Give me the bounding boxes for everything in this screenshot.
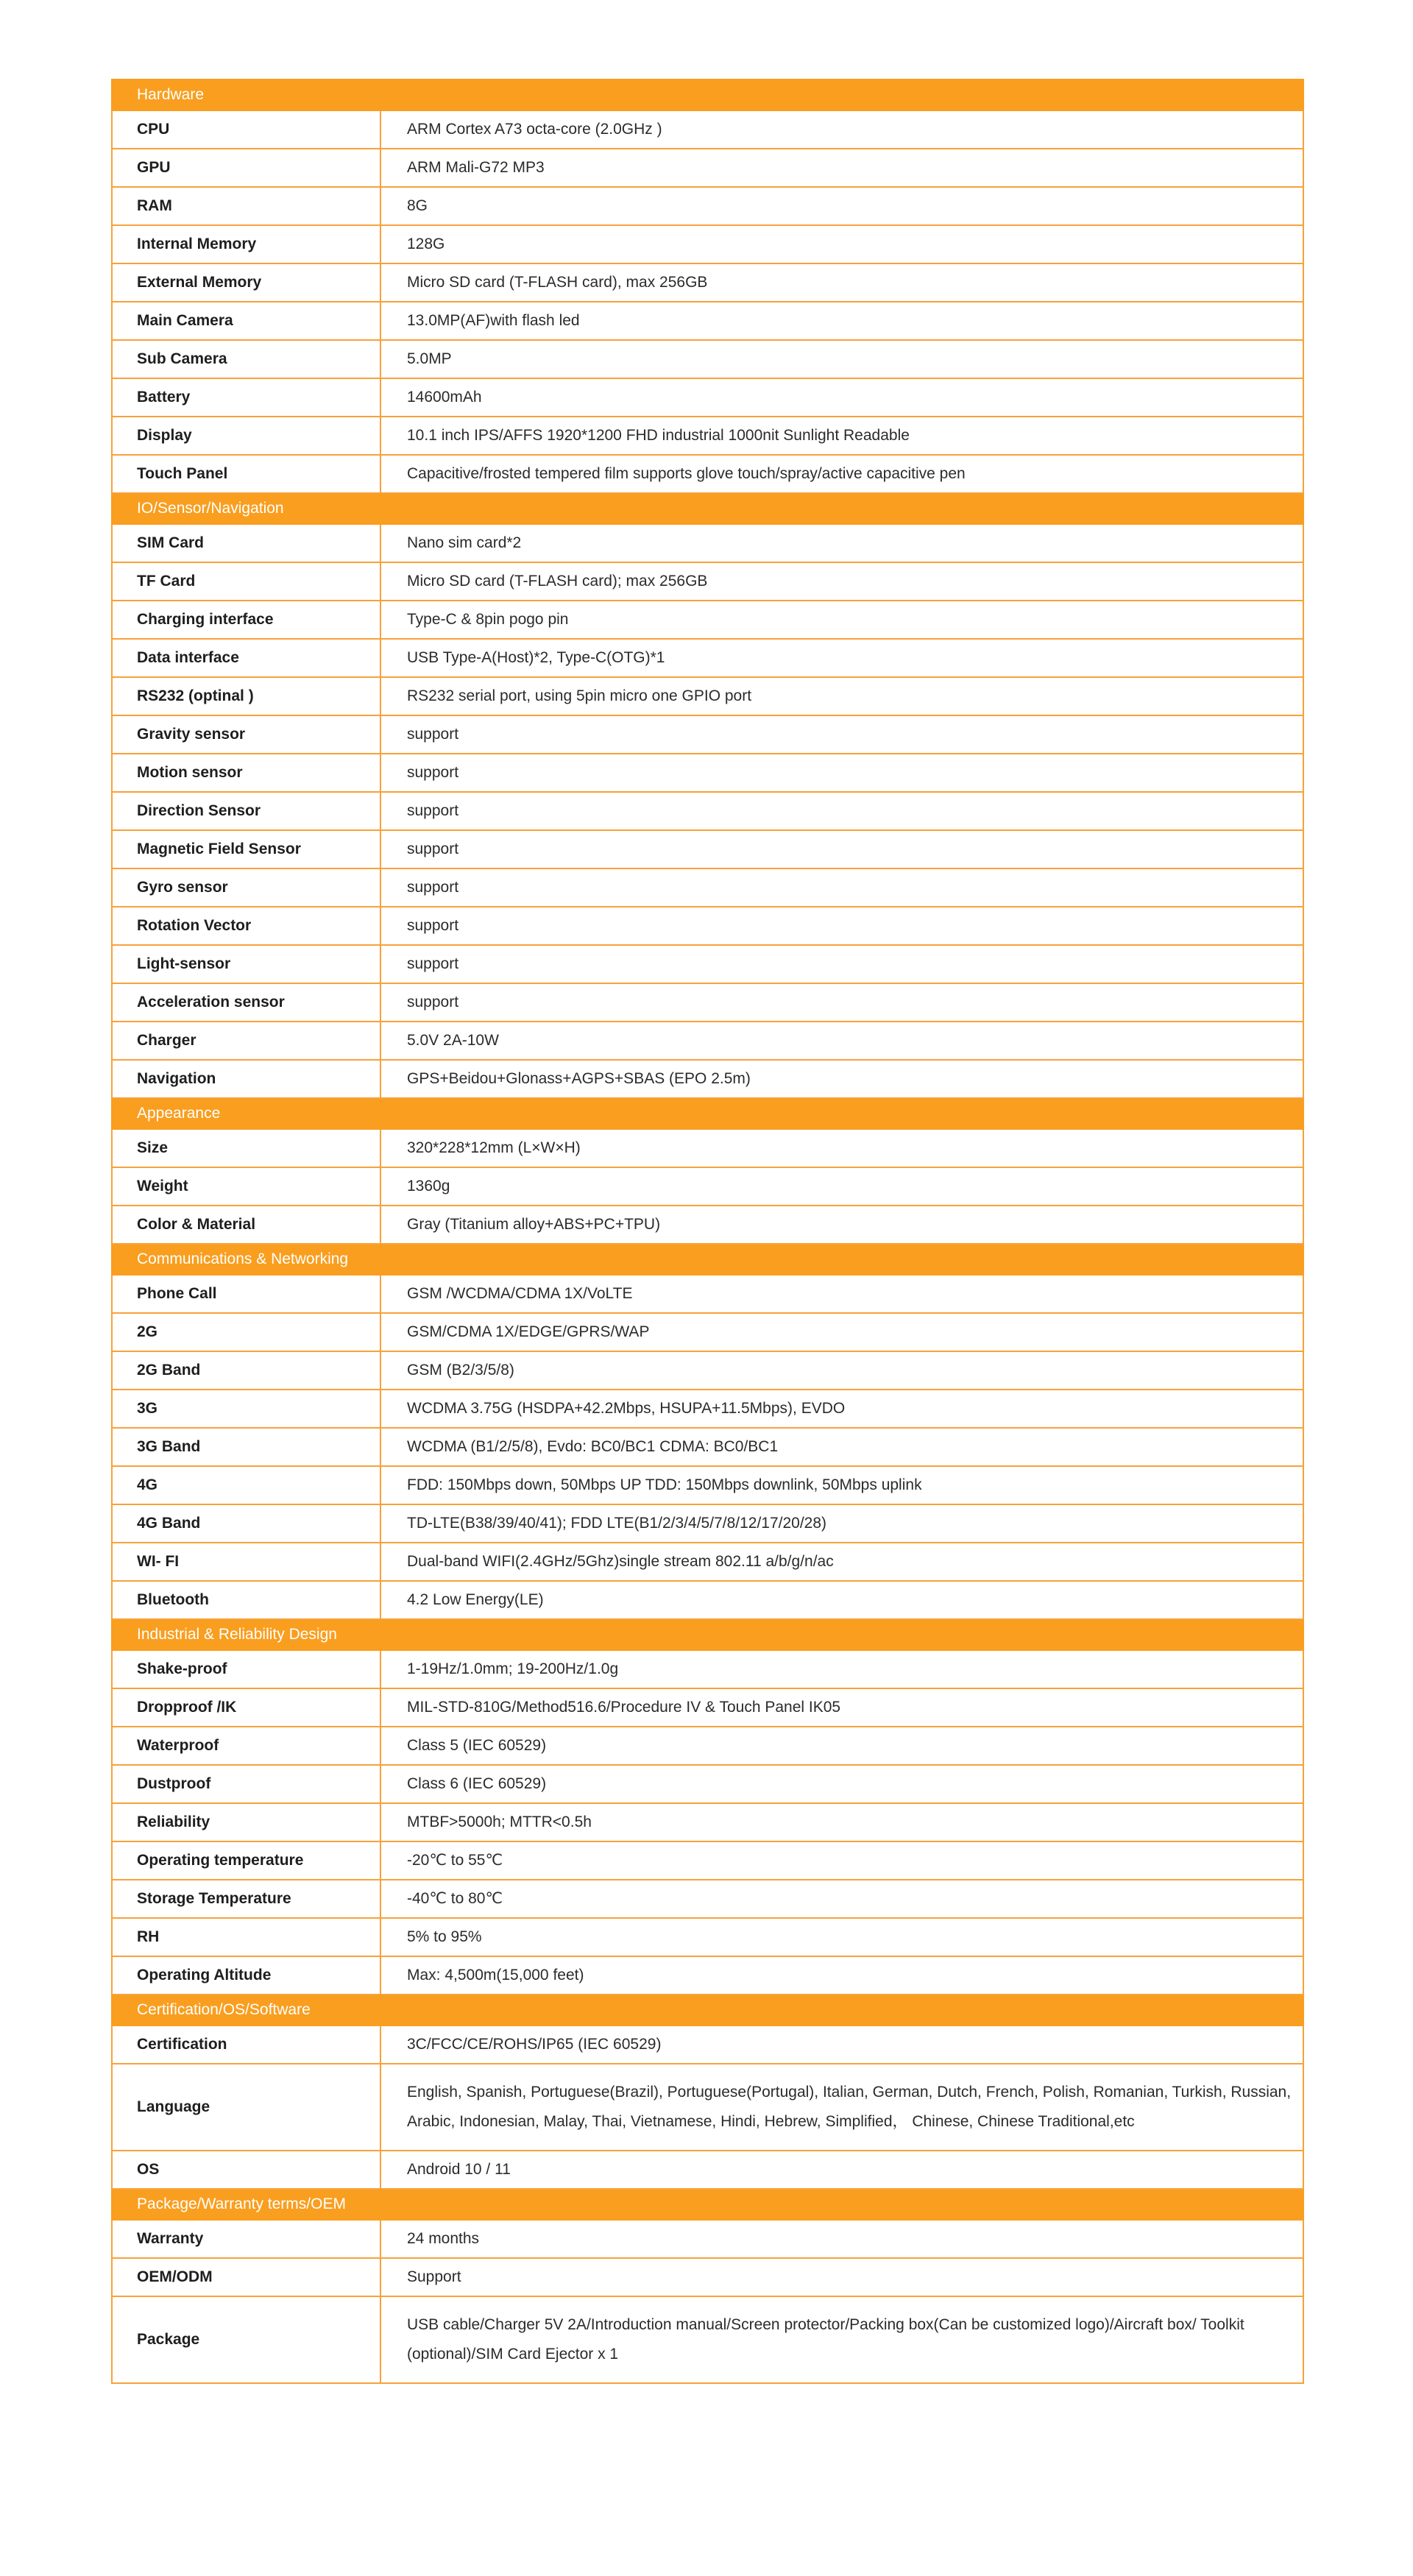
spec-value: 24 months [380,2220,1303,2258]
spec-row [112,1727,1303,1765]
spec-label: Dropproof /IK [112,1688,380,1727]
spec-label: GPU [112,149,380,187]
spec-label: 2G [112,1313,380,1351]
spec-row [112,1167,1303,1206]
spec-label: Motion sensor [112,754,380,792]
spec-row [112,1543,1303,1581]
spec-label: 2G Band [112,1351,380,1390]
spec-label: 4G [112,1466,380,1504]
spec-row [112,1428,1303,1466]
spec-label: Dustproof [112,1765,380,1803]
spec-value: English, Spanish, Portuguese(Brazil), Portuguese(Portugal), Italian, German, Dutch, French, Polish, Romanian, Turkish, Russian, Arabic, Indonesian, Malay, Thai, Vietnamese, Hindi, Hebrew, Simplified， Chinese, Chinese Traditional,etc [380,2064,1303,2151]
spec-row [112,1956,1303,1995]
spec-row [112,1841,1303,1880]
spec-value: MIL-STD-810G/Method516.6/Procedure IV & Touch Panel IK05 [380,1688,1303,1727]
spec-value: MTBF>5000h; MTTR<0.5h [380,1803,1303,1841]
spec-label: OS [112,2151,380,2189]
spec-label: Main Camera [112,302,380,340]
spec-value: TD-LTE(B38/39/40/41); FDD LTE(B1/2/3/4/5/7/8/12/17/20/28) [380,1504,1303,1543]
spec-row [112,1390,1303,1428]
section-header [112,1244,1303,1275]
spec-value: 10.1 inch IPS/AFFS 1920*1200 FHD industrial 1000nit Sunlight Readable [380,417,1303,455]
spec-value: Type-C & 8pin pogo pin [380,601,1303,639]
spec-label: Light-sensor [112,945,380,983]
spec-value: FDD: 150Mbps down, 50Mbps UP TDD: 150Mbps downlink, 50Mbps uplink [380,1466,1303,1504]
spec-label: Touch Panel [112,455,380,493]
spec-row [112,524,1303,562]
spec-row [112,754,1303,792]
section-title: Hardware [112,79,1303,110]
spec-table [111,79,1304,2384]
spec-value: 13.0MP(AF)with flash led [380,302,1303,340]
spec-label: Display [112,417,380,455]
spec-sheet [111,79,1303,2384]
spec-row [112,868,1303,907]
spec-label: Color & Material [112,1206,380,1244]
spec-label: Gyro sensor [112,868,380,907]
spec-value: 8G [380,187,1303,225]
spec-label: Shake-proof [112,1650,380,1688]
spec-value: RS232 serial port, using 5pin micro one GPIO port [380,677,1303,715]
spec-value: 128G [380,225,1303,263]
section-title: Communications & Networking [112,1244,1303,1275]
spec-row [112,2220,1303,2258]
spec-row [112,562,1303,601]
spec-row [112,830,1303,868]
spec-label: Charging interface [112,601,380,639]
spec-row [112,2025,1303,2064]
spec-table-body [112,79,1303,2383]
spec-value: support [380,754,1303,792]
spec-label: WI- FI [112,1543,380,1581]
spec-value: GPS+Beidou+Glonass+AGPS+SBAS (EPO 2.5m) [380,1060,1303,1098]
section-title: Package/Warranty terms/OEM [112,2189,1303,2220]
spec-label: TF Card [112,562,380,601]
spec-row [112,1129,1303,1167]
spec-value: 1360g [380,1167,1303,1206]
spec-row [112,1803,1303,1841]
spec-label: External Memory [112,263,380,302]
section-header [112,1995,1303,2025]
spec-row [112,340,1303,378]
spec-label: Magnetic Field Sensor [112,830,380,868]
spec-value: Android 10 / 11 [380,2151,1303,2189]
spec-value: 3C/FCC/CE/ROHS/IP65 (IEC 60529) [380,2025,1303,2064]
spec-label: Operating temperature [112,1841,380,1880]
spec-row [112,1504,1303,1543]
spec-value: WCDMA 3.75G (HSDPA+42.2Mbps, HSUPA+11.5Mbps), EVDO [380,1390,1303,1428]
spec-row [112,1581,1303,1619]
spec-row [112,2258,1303,2296]
spec-value: Gray (Titanium alloy+ABS+PC+TPU) [380,1206,1303,1244]
spec-label: Operating Altitude [112,1956,380,1995]
spec-row [112,1060,1303,1098]
spec-label: Data interface [112,639,380,677]
spec-value: 320*228*12mm (L×W×H) [380,1129,1303,1167]
section-title: Appearance [112,1098,1303,1129]
spec-row [112,715,1303,754]
spec-row [112,455,1303,493]
spec-label: 3G Band [112,1428,380,1466]
spec-value: support [380,830,1303,868]
spec-label: Waterproof [112,1727,380,1765]
spec-row [112,110,1303,149]
section-title: Certification/OS/Software [112,1995,1303,2025]
section-header [112,1619,1303,1650]
spec-label: Warranty [112,2220,380,2258]
spec-value: Micro SD card (T-FLASH card), max 256GB [380,263,1303,302]
spec-value: Support [380,2258,1303,2296]
spec-value: 1-19Hz/1.0mm; 19-200Hz/1.0g [380,1650,1303,1688]
spec-row [112,792,1303,830]
spec-value: support [380,907,1303,945]
spec-row [112,1022,1303,1060]
spec-label: Direction Sensor [112,792,380,830]
spec-value: support [380,715,1303,754]
spec-row [112,1765,1303,1803]
spec-value: support [380,983,1303,1022]
spec-row [112,907,1303,945]
spec-value: Class 6 (IEC 60529) [380,1765,1303,1803]
spec-row [112,187,1303,225]
spec-label: CPU [112,110,380,149]
spec-label: Gravity sensor [112,715,380,754]
spec-value: USB Type-A(Host)*2, Type-C(OTG)*1 [380,639,1303,677]
spec-row [112,225,1303,263]
spec-value: ARM Cortex A73 octa-core (2.0GHz ) [380,110,1303,149]
spec-row [112,1918,1303,1956]
spec-label: Sub Camera [112,340,380,378]
spec-row [112,149,1303,187]
spec-row [112,378,1303,417]
section-header [112,2189,1303,2220]
spec-label: Acceleration sensor [112,983,380,1022]
spec-row [112,263,1303,302]
spec-label: Bluetooth [112,1581,380,1619]
spec-label: Phone Call [112,1275,380,1313]
spec-row [112,945,1303,983]
spec-row [112,983,1303,1022]
spec-label: Navigation [112,1060,380,1098]
spec-value: -20℃ to 55℃ [380,1841,1303,1880]
spec-row [112,2296,1303,2383]
spec-value: support [380,868,1303,907]
spec-label: OEM/ODM [112,2258,380,2296]
spec-label: 4G Band [112,1504,380,1543]
spec-value: 4.2 Low Energy(LE) [380,1581,1303,1619]
spec-label: 3G [112,1390,380,1428]
spec-row [112,677,1303,715]
spec-label: Reliability [112,1803,380,1841]
spec-row [112,2151,1303,2189]
spec-value: Dual-band WIFI(2.4GHz/5Ghz)single stream 802.11 a/b/g/n/ac [380,1543,1303,1581]
spec-value: Micro SD card (T-FLASH card); max 256GB [380,562,1303,601]
spec-row [112,1206,1303,1244]
spec-value: 5% to 95% [380,1918,1303,1956]
spec-label: RH [112,1918,380,1956]
spec-label: SIM Card [112,524,380,562]
spec-value: 14600mAh [380,378,1303,417]
spec-value: -40℃ to 80℃ [380,1880,1303,1918]
section-header [112,1098,1303,1129]
spec-row [112,302,1303,340]
spec-value: Nano sim card*2 [380,524,1303,562]
spec-value: support [380,945,1303,983]
spec-value: USB cable/Charger 5V 2A/Introduction manual/Screen protector/Packing box(Can be customized logo)/Aircraft box/ Toolkit (optional)/SIM Card Ejector x 1 [380,2296,1303,2383]
spec-value: GSM (B2/3/5/8) [380,1351,1303,1390]
spec-label: RS232 (optinal ) [112,677,380,715]
section-title: Industrial & Reliability Design [112,1619,1303,1650]
spec-value: GSM/CDMA 1X/EDGE/GPRS/WAP [380,1313,1303,1351]
spec-label: Rotation Vector [112,907,380,945]
spec-value: WCDMA (B1/2/5/8), Evdo: BC0/BC1 CDMA: BC0/BC1 [380,1428,1303,1466]
spec-label: Weight [112,1167,380,1206]
spec-label: Charger [112,1022,380,1060]
spec-label: Package [112,2296,380,2383]
section-title: IO/Sensor/Navigation [112,493,1303,524]
spec-row [112,2064,1303,2151]
spec-value: support [380,792,1303,830]
spec-row [112,1688,1303,1727]
spec-label: Size [112,1129,380,1167]
spec-label: RAM [112,187,380,225]
spec-value: Max: 4,500m(15,000 feet) [380,1956,1303,1995]
section-header [112,79,1303,110]
spec-row [112,639,1303,677]
spec-label: Certification [112,2025,380,2064]
spec-label: Battery [112,378,380,417]
spec-value: ARM Mali-G72 MP3 [380,149,1303,187]
spec-label: Internal Memory [112,225,380,263]
spec-row [112,1313,1303,1351]
spec-row [112,1351,1303,1390]
section-header [112,493,1303,524]
spec-value: 5.0MP [380,340,1303,378]
spec-row [112,417,1303,455]
spec-row [112,1650,1303,1688]
spec-value: GSM /WCDMA/CDMA 1X/VoLTE [380,1275,1303,1313]
spec-row [112,1466,1303,1504]
spec-label: Language [112,2064,380,2151]
spec-row [112,1880,1303,1918]
spec-label: Storage Temperature [112,1880,380,1918]
spec-value: 5.0V 2A-10W [380,1022,1303,1060]
spec-row [112,1275,1303,1313]
spec-value: Capacitive/frosted tempered film supports glove touch/spray/active capacitive pen [380,455,1303,493]
spec-value: Class 5 (IEC 60529) [380,1727,1303,1765]
spec-row [112,601,1303,639]
